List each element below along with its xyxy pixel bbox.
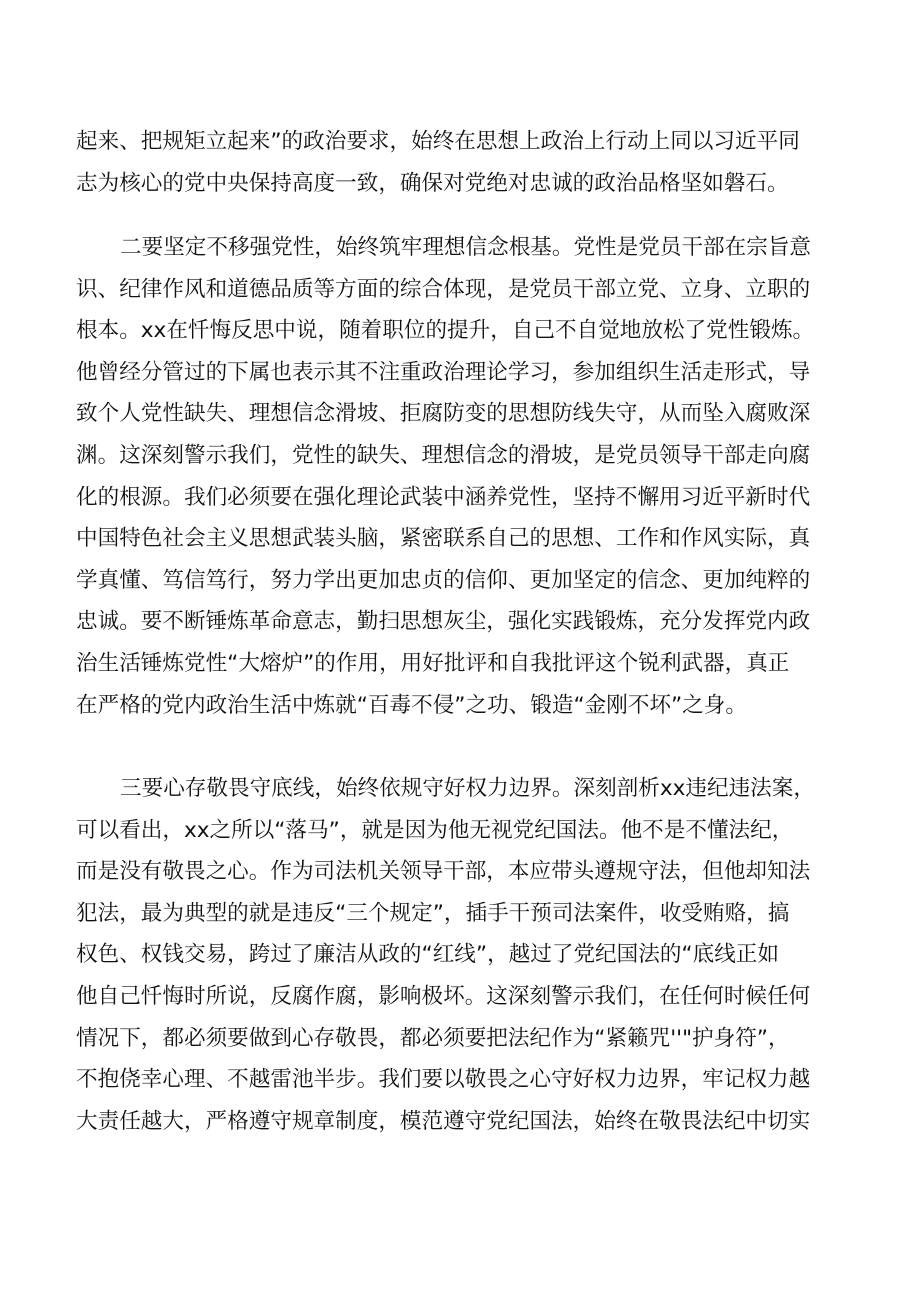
text-line: 而是没有敬畏之心。作为司法机关领导干部，本应带头遵规守法，但他却知法 [76,859,811,885]
text-line: 根本。xx在忏悔反思中说，随着职位的提升，自己不自觉地放松了党性锻炼。 [76,318,815,344]
text-line: 情况下，都必须要做到心存敬畏，都必须要把法纪作为“紧籁咒''"护身符”， [76,1025,790,1051]
text-line: 化的根源。我们必须要在强化理论武装中涵养党性，坚持不懈用习近平新时代 [76,484,811,510]
text-line: 犯法，最为典型的就是违反“三个规定”，插手干预司法案件，收受贿赂，搞 [76,900,790,926]
text-line: 不抱侥幸心理、不越雷池半步。我们要以敬畏之心守好权力边界，牢记权力越 [76,1067,811,1093]
text-line: 志为核心的党中央保持高度一致，确保对党绝对忠诚的政治品格坚如磐石。 [76,170,789,196]
text-line: 渊。这深刻警示我们，党性的缺失、理想信念的滑坡，是党员领导干部走向腐 [76,442,811,468]
paragraph-2 [76,227,862,726]
text-line: 他自己忏悔时所说，反腐作腐，影响极坏。这深刻警示我们，在任何时候任何 [76,983,811,1009]
text-line: 权色、权钱交易，跨过了廉洁从政的“红线”，越过了党纪国法的“底线正如 [76,942,779,968]
text-line: 起来、把规矩立起来”的政治要求，始终在思想上政治上行动上同以习近平同 [76,129,800,154]
text-line: 忠诚。要不断锤炼革命意志，勤扫思想灰尘，强化实践锻炼，充分发挥党内政 [76,609,811,635]
text-line: 致个人党性缺失、理想信念滑坡、拒腐防变的思想防线失守，从而坠入腐败深 [76,401,811,427]
text-line: 学真懂、笃信笃行，努力学出更加忠贞的信仰、更加坚定的信念、更加纯粹的 [76,567,811,593]
text-line: 中国特色社会主义思想武装头脑，紧密联系自己的思想、工作和作风实际，真 [76,526,811,552]
paragraph-1 [76,121,862,204]
text-line: 在严格的党内政治生活中炼就“百毒不侵”之功、锻造“金刚不坏”之身。 [76,692,747,718]
text-line: 三要心存敬畏守底线，始终依规守好权力边界。深刻剖析xx违纪违法案， [120,776,815,801]
text-line: 治生活锤炼党性“大熔炉”的作用，用好批评和自我批评这个锐利武器，真正 [76,650,790,676]
paragraph-3 [76,768,862,1142]
text-line: 大责任越大，严格遵守规章制度，模范遵守党纪国法，始终在敬畏法纪中切实 [76,1108,811,1134]
text-line: 他曾经分管过的下属也表示其不注重政治理论学习，参加组织生活走形式，导 [76,359,811,385]
text-line: 识、纪律作风和道德品质等方面的综合体现，是党员干部立党、立身、立职的 [76,276,811,302]
text-line: 二要坚定不移强党性，始终筑牢理想信念根基。党性是党员干部在宗旨意 [120,235,812,260]
text-line: 可以看出，xx之所以“落马”，就是因为他无视党纪国法。他不是不懂法纪， [76,817,794,843]
